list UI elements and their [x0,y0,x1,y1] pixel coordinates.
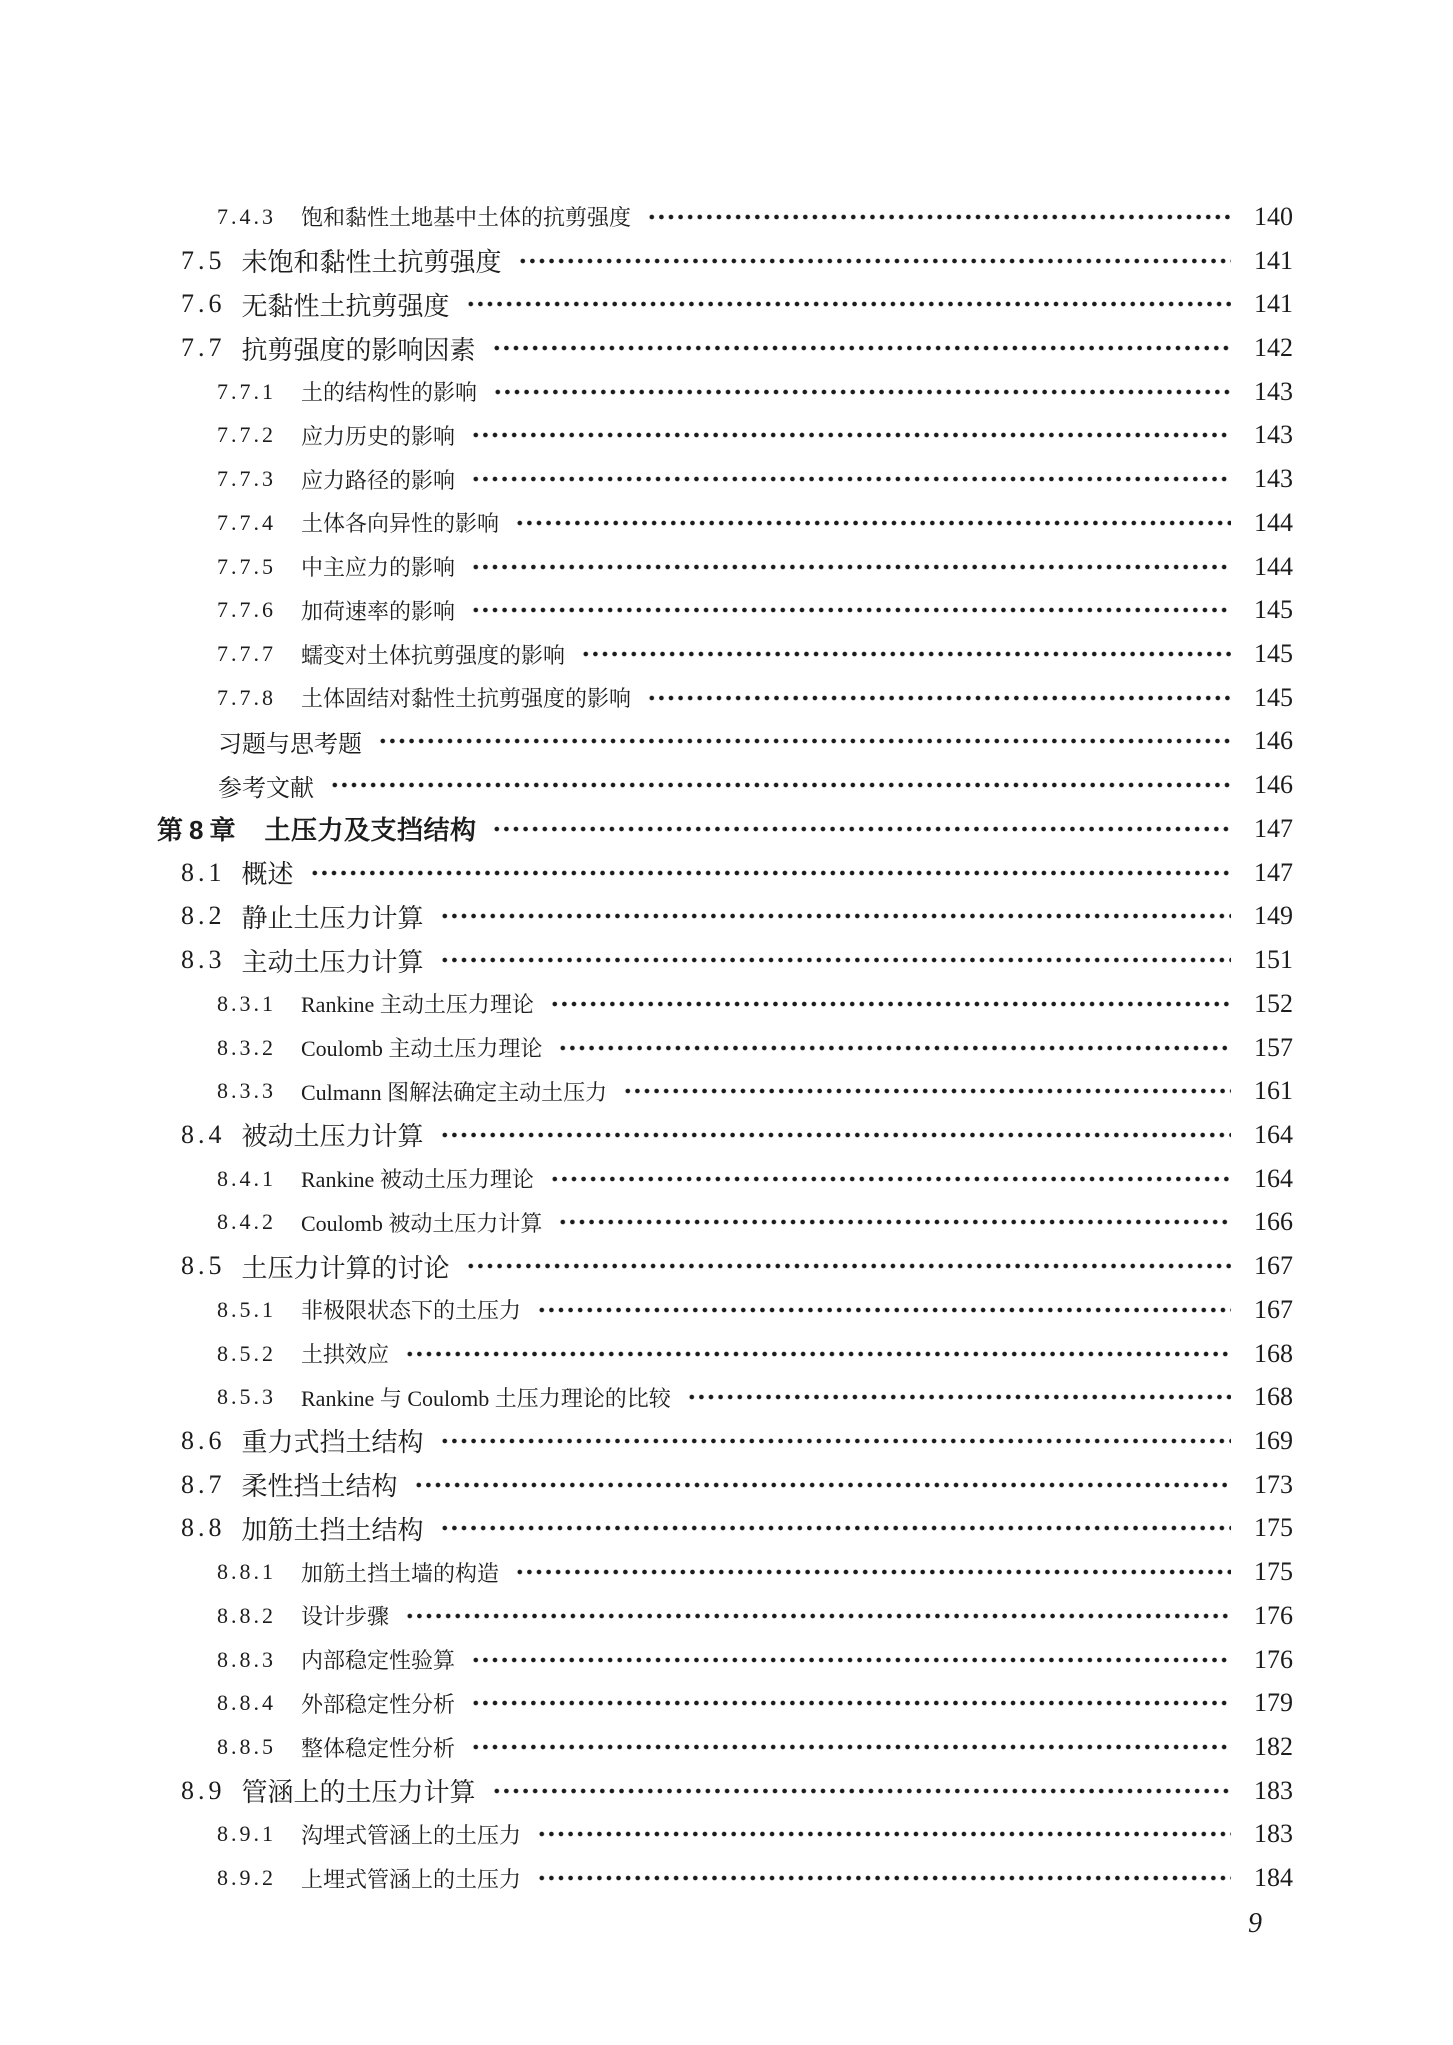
dot-leader [405,1349,1231,1359]
toc-entry-title: Rankine 与 Coulomb 土压力理论的比较 [301,1385,671,1411]
toc-entry-title: Coulomb 被动土压力计算 [301,1210,543,1236]
dot-leader [466,1261,1231,1271]
toc-entry-title: 非极限状态下的土压力 [301,1298,522,1324]
toc-entry [0,370,1453,414]
toc-entry [0,1332,1453,1376]
toc-entry-title: 应力历史的影响 [301,423,456,449]
toc-entry [0,501,1453,545]
toc-entry [0,982,1453,1026]
toc-entry-page: 168 [1254,1338,1293,1368]
toc-entry-page: 161 [1254,1076,1293,1106]
toc-entry-number: 8.5.2 [217,1340,276,1366]
toc-entry-number: 8.5 [181,1251,226,1281]
dot-leader [558,1043,1231,1053]
dot-leader [471,430,1231,440]
toc-entry-number: 8.9 [181,1775,226,1805]
dot-leader [647,693,1231,703]
toc-entry-number: 7.7.6 [217,597,276,623]
toc-entry-number: 8.7 [181,1469,226,1499]
toc-entry-title: Rankine 主动土压力理论 [301,992,534,1018]
toc-entry-page: 173 [1254,1469,1293,1499]
toc-entry-page: 141 [1254,245,1293,275]
toc-entry-page: 183 [1254,1775,1293,1805]
dot-leader [537,1829,1231,1839]
toc-entry-number: 8.8.3 [217,1646,276,1672]
toc-entry [0,938,1453,982]
toc-entry [0,1725,1453,1769]
dot-leader [471,1698,1231,1708]
toc-entry [0,282,1453,326]
toc-entry [0,545,1453,589]
toc-entry [0,1201,1453,1245]
toc-entry-title: 管涵上的土压力计算 [241,1778,476,1808]
toc-entry-page: 142 [1254,333,1293,363]
toc-entry [0,1550,1453,1594]
toc-entry-title: 外部稳定性分析 [301,1691,456,1717]
toc-entry-page: 164 [1254,1163,1293,1193]
toc-entry-number: 7.7 [181,333,226,363]
toc-entry [0,588,1453,632]
toc-entry-number: 7.7.8 [217,684,276,710]
toc-entry-page: 167 [1254,1294,1293,1324]
toc-entry-page: 151 [1254,945,1293,975]
toc-entry-title: 土体固结对黏性土抗剪强度的影响 [301,686,632,712]
toc-entry-title: 沟埋式管涵上的土压力 [301,1822,522,1848]
toc-entry [0,1419,1453,1463]
toc-entry-number: 第8章 [157,815,242,846]
toc-entry-title: 柔性挡土结构 [241,1472,398,1502]
toc-entry [0,1856,1453,1900]
dot-leader [466,299,1231,309]
dot-leader [550,999,1231,1009]
toc-entry-title: 饱和黏性土地基中土体的抗剪强度 [301,205,632,231]
toc-entry [0,1813,1453,1857]
dot-leader [471,1742,1231,1752]
toc-entry-title: 抗剪强度的影响因素 [241,335,476,365]
toc-entry-page: 179 [1254,1688,1293,1718]
toc-entry-page: 145 [1254,595,1293,625]
toc-entry-title: 重力式挡土结构 [241,1428,424,1458]
toc-entry-page: 147 [1254,857,1293,887]
toc-entry-number: 8.8.4 [217,1690,276,1716]
dot-leader [330,780,1231,790]
dot-leader [537,1873,1231,1883]
toc-entry-page: 144 [1254,551,1293,581]
toc-entry [0,414,1453,458]
toc-entry-title: 无黏性土抗剪强度 [241,291,450,321]
toc-entry [0,763,1453,807]
toc-entry [0,1375,1453,1419]
toc-entry [0,851,1453,895]
toc-entry-number: 8.2 [181,901,226,931]
toc-entry-title: 内部稳定性验算 [301,1648,456,1674]
toc-entry-page: 145 [1254,682,1293,712]
toc-entry-title: 未饱和黏性土抗剪强度 [241,248,502,278]
dot-leader [492,343,1231,353]
toc-entry [0,195,1453,239]
toc-entry-page: 183 [1254,1819,1293,1849]
dot-leader [310,868,1231,878]
toc-entry-title: 习题与思考题 [218,731,362,758]
toc-entry [0,1681,1453,1725]
dot-leader [440,1130,1231,1140]
dot-leader [493,387,1231,397]
toc-list [0,195,1453,1900]
toc-entry-page: 167 [1254,1251,1293,1281]
toc-entry-title: 土体各向异性的影响 [301,511,500,537]
toc-entry-number: 8.9.2 [217,1865,276,1891]
dot-leader [492,824,1231,834]
toc-entry-title: Rankine 被动土压力理论 [301,1167,534,1193]
toc-entry [0,720,1453,764]
toc-entry-page: 152 [1254,988,1293,1018]
toc-entry-page: 175 [1254,1513,1293,1543]
toc-entry-title: 加筋土挡土墙的构造 [301,1560,500,1586]
toc-entry-title: Culmann 图解法确定主动土压力 [301,1079,608,1105]
toc-entry-number: 8.4 [181,1119,226,1149]
dot-leader [471,605,1231,615]
toc-entry-page: 143 [1254,376,1293,406]
toc-entry [0,676,1453,720]
dot-leader [515,1567,1231,1577]
dot-leader [581,649,1231,659]
toc-entry-title: 设计步骤 [301,1604,390,1630]
toc-entry-number: 8.8.1 [217,1559,276,1585]
dot-leader [492,1786,1231,1796]
toc-entry-title: 土压力及支挡结构 [264,815,477,846]
toc-entry-page: 166 [1254,1207,1293,1237]
dot-leader [378,736,1231,746]
toc-entry-number: 8.8.2 [217,1602,276,1628]
dot-leader [440,1523,1231,1533]
toc-entry [0,1638,1453,1682]
toc-entry-title: 蠕变对土体抗剪强度的影响 [301,642,566,668]
dot-leader [537,1305,1231,1315]
toc-entry-number: 8.8 [181,1513,226,1543]
toc-entry-number: 8.4.1 [217,1165,276,1191]
toc-entry [0,1507,1453,1551]
toc-entry-title: 整体稳定性分析 [301,1735,456,1761]
toc-entry-number: 7.7.3 [217,466,276,492]
toc-entry-page: 140 [1254,201,1293,231]
toc-entry [0,632,1453,676]
toc-entry-title: Coulomb 主动土压力理论 [301,1036,543,1062]
toc-entry-number: 7.6 [181,289,226,319]
toc-entry-number: 8.1 [181,857,226,887]
toc-entry-number: 8.3.1 [217,990,276,1016]
toc-entry-page: 184 [1254,1863,1293,1893]
toc-entry-page: 149 [1254,901,1293,931]
toc-entry-title: 土拱效应 [301,1342,390,1368]
toc-entry-title: 被动土压力计算 [241,1122,424,1152]
toc-entry-number: 8.3.3 [217,1078,276,1104]
toc-entry-page: 143 [1254,420,1293,450]
toc-entry-page: 168 [1254,1382,1293,1412]
toc-entry-number: 7.7.5 [217,553,276,579]
toc-entry-number: 8.5.1 [217,1296,276,1322]
dot-leader [647,212,1231,222]
toc-entry-page: 147 [1254,813,1293,843]
toc-entry [0,1288,1453,1332]
dot-leader [471,1655,1231,1665]
toc-entry-title: 加筋土挡土结构 [241,1515,424,1545]
toc-entry [0,457,1453,501]
toc-entry-title: 土压力计算的讨论 [241,1253,450,1283]
dot-leader [687,1392,1231,1402]
toc-entry-page: 164 [1254,1119,1293,1149]
toc-entry [0,1069,1453,1113]
toc-entry [0,807,1453,851]
toc-entry-page: 176 [1254,1600,1293,1630]
toc-entry [0,239,1453,283]
toc-entry-number: 7.7.4 [217,509,276,535]
toc-entry-number: 8.8.5 [217,1734,276,1760]
toc-entry-title: 中主应力的影响 [301,555,456,581]
dot-leader [405,1611,1231,1621]
toc-entry-number: 8.6 [181,1425,226,1455]
toc-entry-page: 144 [1254,507,1293,537]
toc-entry-page: 175 [1254,1557,1293,1587]
toc-entry [0,326,1453,370]
toc-entry [0,1157,1453,1201]
toc-entry-number: 7.7.2 [217,422,276,448]
toc-entry [0,1113,1453,1157]
dot-leader [623,1086,1231,1096]
dot-leader [440,911,1231,921]
toc-entry-page: 157 [1254,1032,1293,1062]
toc-entry-page: 176 [1254,1644,1293,1674]
toc-entry-title: 土的结构性的影响 [301,380,478,406]
toc-entry-number: 8.4.2 [217,1209,276,1235]
toc-entry-title: 概述 [241,860,294,890]
dot-leader [550,1174,1231,1184]
toc-entry [0,1769,1453,1813]
toc-entry-number: 8.9.1 [217,1821,276,1847]
footer-page-number: 9 [1248,1908,1262,1939]
toc-entry [0,895,1453,939]
toc-entry-number: 8.3.2 [217,1034,276,1060]
toc-entry-title: 参考文献 [218,775,314,802]
toc-entry [0,1463,1453,1507]
toc-entry-title: 加荷速率的影响 [301,598,456,624]
toc-entry-number: 7.5 [181,245,226,275]
toc-entry-page: 146 [1254,726,1293,756]
toc-entry-title: 应力路径的影响 [301,467,456,493]
toc-entry-page: 145 [1254,639,1293,669]
toc-entry-page: 141 [1254,289,1293,319]
dot-leader [414,1480,1231,1490]
dot-leader [471,474,1231,484]
dot-leader [440,955,1231,965]
toc-entry-title: 主动土压力计算 [241,947,424,977]
toc-entry [0,1594,1453,1638]
toc-entry-number: 7.7.7 [217,641,276,667]
toc-entry-page: 169 [1254,1425,1293,1455]
dot-leader [558,1217,1231,1227]
toc-entry-title: 上埋式管涵上的土压力 [301,1866,522,1892]
dot-leader [471,562,1231,572]
dot-leader [440,1436,1231,1446]
toc-entry-number: 7.4.3 [217,203,276,229]
toc-entry-page: 182 [1254,1732,1293,1762]
toc-entry-page: 143 [1254,464,1293,494]
dot-leader [515,518,1231,528]
toc-entry-number: 8.5.3 [217,1384,276,1410]
toc-entry-number: 7.7.1 [217,378,276,404]
toc-entry [0,1026,1453,1070]
dot-leader [518,256,1231,266]
toc-entry-number: 8.3 [181,945,226,975]
toc-entry [0,1244,1453,1288]
toc-entry-title: 静止土压力计算 [241,903,424,933]
toc-entry-page: 146 [1254,770,1293,800]
